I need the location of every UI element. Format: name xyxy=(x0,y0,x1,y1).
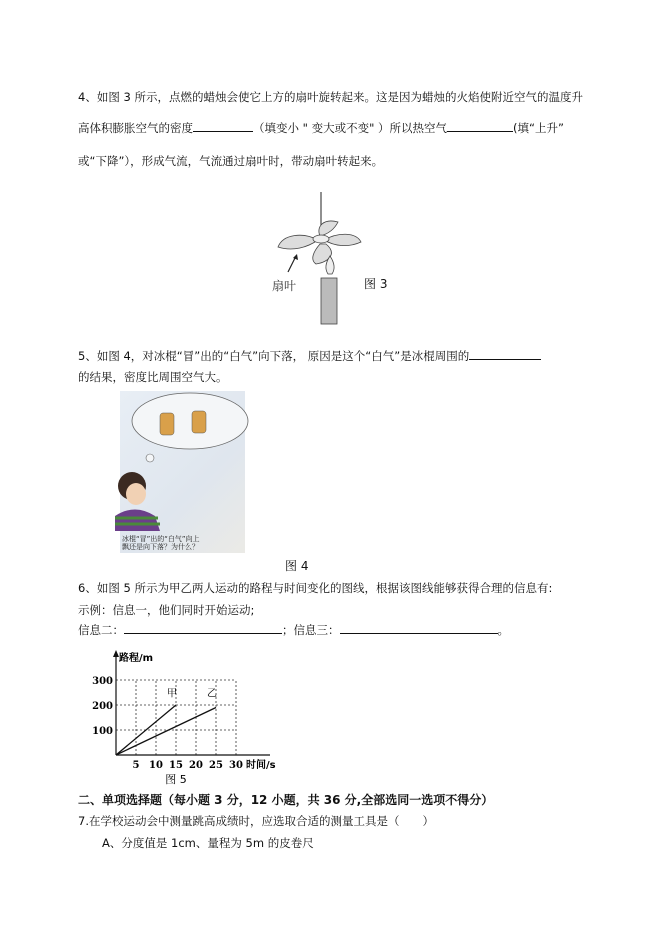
x-tick-label: 30 xyxy=(229,760,243,771)
fan-blade-icon xyxy=(278,221,361,264)
figure-5-chart xyxy=(80,645,276,786)
figure-3-caption: 图 3 xyxy=(364,277,388,291)
y-axis-label: 路程/m xyxy=(119,653,154,664)
x-tick-label: 15 xyxy=(169,760,183,771)
q5-line1 xyxy=(78,348,541,364)
candle-icon xyxy=(321,278,337,324)
popsicle-icon xyxy=(192,411,206,433)
q6-line1: 6、如图 5 所示为甲乙两人运动的路程与时间变化的图线，根据该图线能够获得合理的信息有: xyxy=(78,581,553,595)
q4-blank-rise[interactable] xyxy=(447,120,513,132)
q4-line3: 或“下降”），形成气流，气流通过扇叶时，带动扇叶转起来。 xyxy=(78,154,384,168)
q6-line3 xyxy=(78,622,509,638)
x-tick-label: 20 xyxy=(189,760,203,771)
q6-line2: 示例：信息一，他们同时开始运动; xyxy=(78,603,255,617)
y-tick-label: 100 xyxy=(92,726,113,737)
info2-label: 信息二： xyxy=(78,623,124,637)
q7-stem: 7.在学校运动会中测量跳高成绩时，应选取合适的测量工具是（ ） xyxy=(78,814,434,828)
info3-label: 信息三： xyxy=(293,623,340,637)
info3-blank[interactable] xyxy=(340,622,498,634)
x-tick-label: 5 xyxy=(132,760,140,771)
series-label: 甲 xyxy=(167,688,177,700)
figure-5-caption: 图 5 xyxy=(165,773,187,786)
q7-option-a[interactable]: A、分度值是 1cm、量程为 5m 的皮卷尺 xyxy=(102,836,314,850)
figure-4-image xyxy=(120,391,245,553)
q4-line2 xyxy=(78,120,564,136)
q5-blank[interactable] xyxy=(469,348,541,360)
q4-line2b: （填变小 " 变大或不变" ）所以热空气 xyxy=(253,121,448,135)
q4-line1: 4、如图 3 所示，点燃的蜡烛会使它上方的扇叶旋转起来。这是因为蜡烛的火焰使附近空气的温度升 xyxy=(78,90,583,104)
y-tick-label: 300 xyxy=(92,676,113,687)
figure-4-inner-caption-2: 飘还是向下落？为什么？ xyxy=(122,543,199,551)
section-2-heading: 二、单项选择题（每小题 3 分，12 小题，共 36 分,全部选同一选项不得分） xyxy=(78,793,494,807)
q4-blank-density[interactable] xyxy=(193,120,253,132)
q4-line2a: 高体积膨胀空气的密度 xyxy=(78,121,193,135)
sep: ； xyxy=(282,623,294,637)
q4-line2c: (填“上升” xyxy=(513,121,564,135)
x-tick-label: 25 xyxy=(209,760,223,771)
series-line-yi xyxy=(116,708,216,756)
fan-label: 扇叶 xyxy=(272,279,297,293)
end-mark: 。 xyxy=(497,623,509,637)
series-label: 乙 xyxy=(207,688,217,700)
figure-4-caption: 图 4 xyxy=(285,559,309,573)
x-axis-label: 时间/s xyxy=(246,760,276,771)
x-tick-label: 10 xyxy=(149,760,163,771)
q5-line2: 的结果，密度比周围空气大。 xyxy=(78,370,228,384)
figure-4-inner-caption-1: 冰棍“冒”出的“白气”向上 xyxy=(122,535,200,543)
info2-blank[interactable] xyxy=(124,622,282,634)
y-tick-label: 200 xyxy=(92,701,113,712)
popsicle-icon xyxy=(160,413,174,435)
figure-3-fan-candle xyxy=(268,192,398,327)
q5-line1-text: 5、如图 4，对冰棍“冒”出的“白气”向下落， 原因是这个“白气”是冰棍周围的 xyxy=(78,349,470,363)
